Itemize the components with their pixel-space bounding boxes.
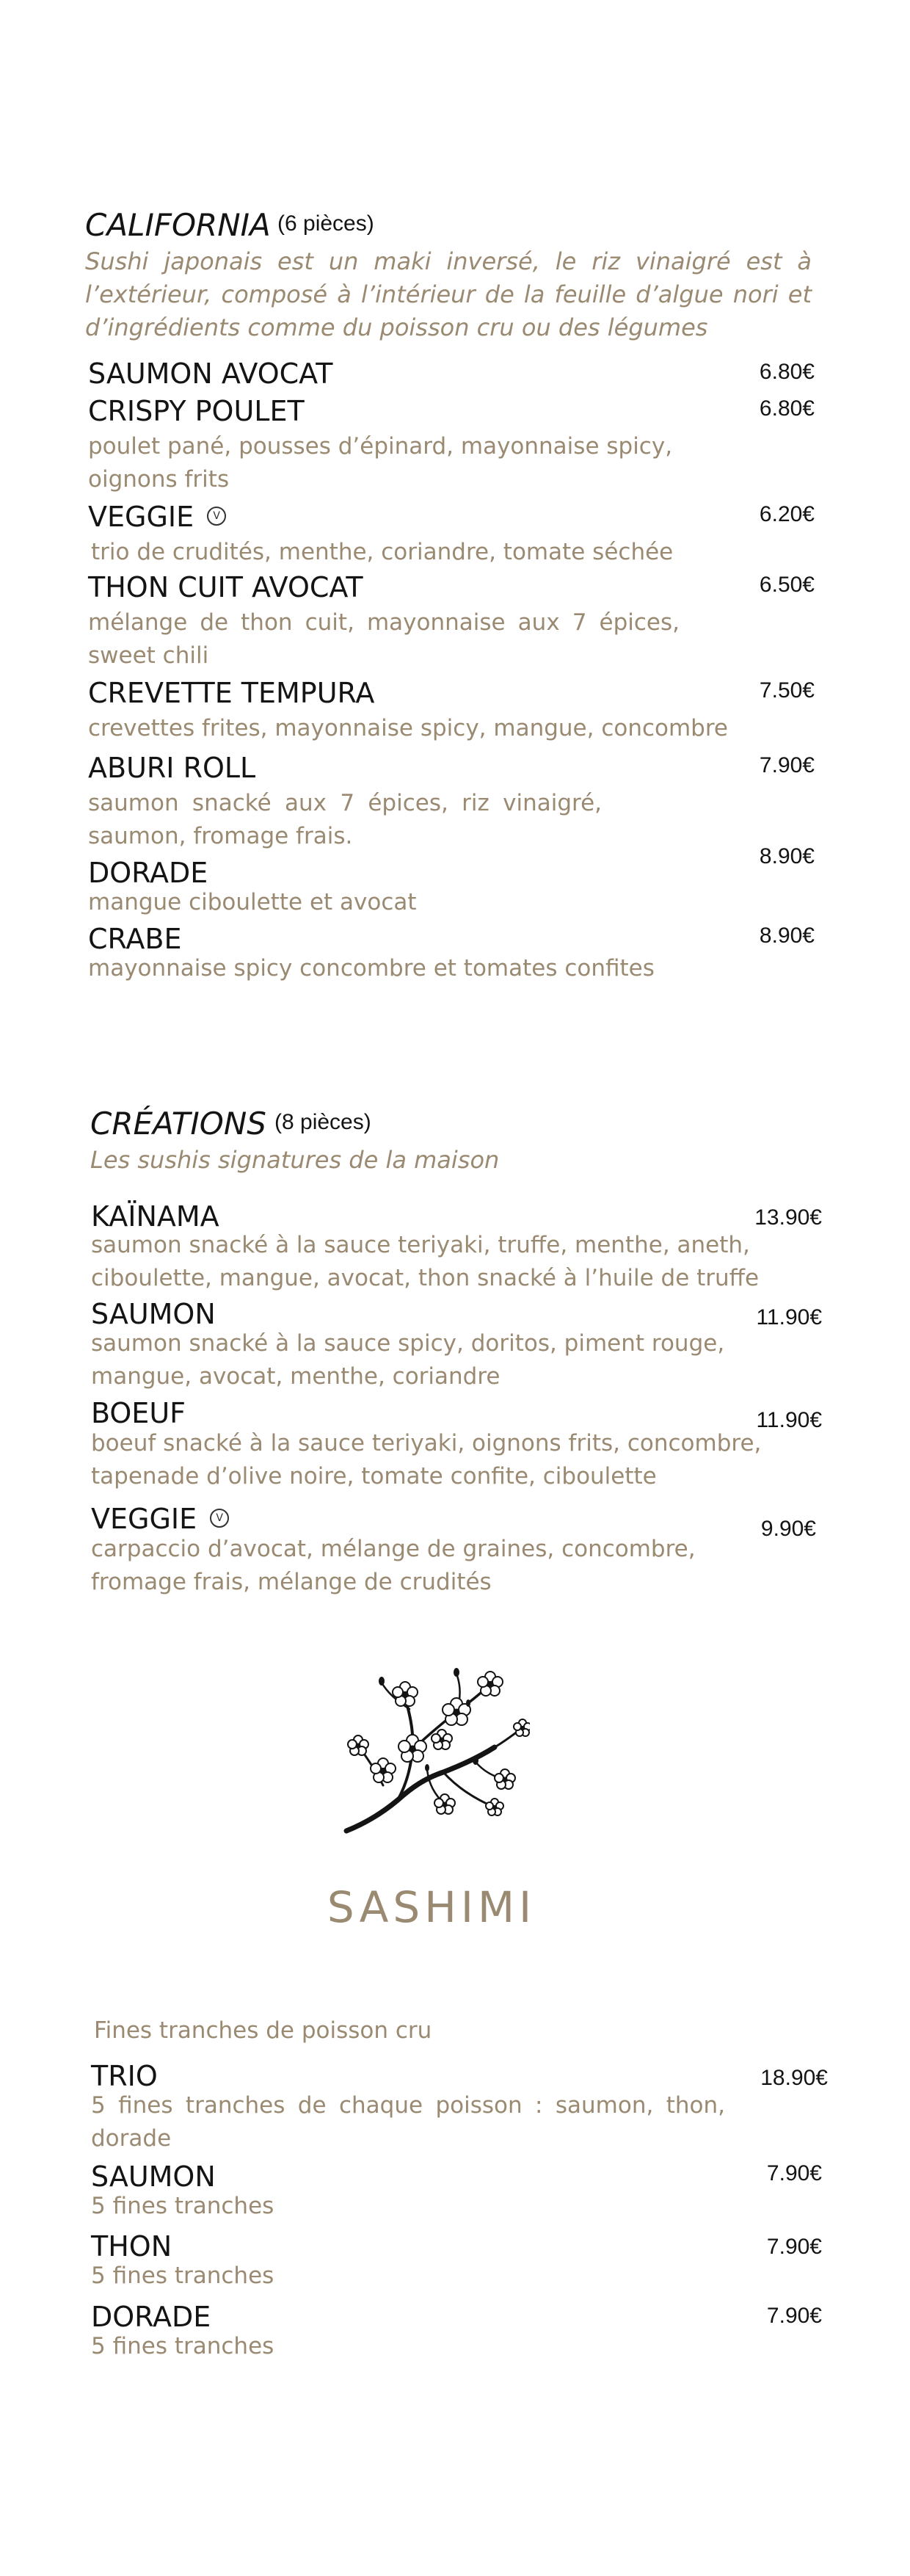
menu-item-description: trio de crudités, menthe, coriandre, tomate séchée <box>91 539 674 565</box>
menu-item-price: 7.50€ <box>759 678 815 703</box>
menu-item-price: 11.90€ <box>756 1408 822 1432</box>
menu-item-name <box>88 500 226 534</box>
menu-item-description: mayonnaise spicy concombre et tomates confites <box>88 955 655 982</box>
menu-item-description: mangue ciboulette et avocat <box>88 889 417 915</box>
vegetarian-badge-icon: V <box>207 507 226 526</box>
menu-item-description: boeuf snacké à la sauce teriyaki, oignons frits, concombre, tapenade d’olive noire, tomate confite, ciboulette <box>91 1430 762 1490</box>
menu-item-price: 8.90€ <box>759 924 815 948</box>
menu-item-price: 7.90€ <box>766 2304 822 2328</box>
menu-item-name: SAUMON AVOCAT <box>88 358 333 390</box>
menu-item-description: mélange de thon cuit, mayonnaise aux 7 épices, sweet chili <box>88 609 680 669</box>
cherry-blossom-branch-icon <box>339 1661 530 1837</box>
menu-item-name <box>91 1502 229 1536</box>
menu-item-price: 6.80€ <box>759 360 815 384</box>
menu-item-description: saumon snacké à la sauce teriyaki, truffe, menthe, aneth, ciboulette, mangue, avocat, thon snacké à l’huile de truffe <box>91 1232 760 1291</box>
menu-item-name: SAUMON <box>91 1298 216 1330</box>
menu-item-name: BOEUF <box>91 1397 186 1429</box>
vegetarian-badge-icon: V <box>210 1509 229 1528</box>
menu-item-price: 7.90€ <box>766 2161 822 2185</box>
section-description: Fines tranches de poisson cru <box>94 2017 432 2044</box>
menu-item-price: 13.90€ <box>754 1205 822 1230</box>
section-title: CRÉATIONS <box>90 1106 266 1142</box>
menu-item-description: 5 fines tranches de chaque poisson : saumon, thon, dorade <box>91 2092 725 2152</box>
menu-item-description: 5 fines tranches <box>91 2333 274 2359</box>
menu-item-price: 6.20€ <box>759 502 815 526</box>
menu-item-name: SAUMON <box>91 2160 216 2193</box>
section-description: Sushi japonais est un maki inversé, le riz vinaigré est à l’extérieur, composé à l’intérieur de la feuille d’algue nori et d’ingrédients comme du poisson cru ou des légumes <box>85 247 812 341</box>
section-title: CALIFORNIA <box>85 207 271 243</box>
menu-item-price: 9.90€ <box>760 1517 816 1541</box>
section-piece-count: (8 pièces) <box>274 1110 371 1134</box>
menu-item-name: TRIO <box>91 2060 158 2092</box>
menu-item-name: CREVETTE TEMPURA <box>88 677 375 709</box>
menu-item-name: THON CUIT AVOCAT <box>88 571 363 603</box>
menu-item-description: 5 fines tranches <box>91 2263 274 2289</box>
menu-item-name: DORADE <box>88 857 208 889</box>
menu-item-price: 11.90€ <box>756 1305 822 1329</box>
menu-item-name-text: VEGGIE <box>91 1503 197 1535</box>
menu-item-description: 5 fines tranches <box>91 2193 274 2219</box>
menu-item-price: 7.90€ <box>766 2235 822 2259</box>
menu-item-price: 18.90€ <box>760 2066 828 2090</box>
menu-item-description: crevettes frites, mayonnaise spicy, mangue, concombre <box>88 715 728 741</box>
menu-item-description: saumon snacké à la sauce spicy, doritos, piment rouge, mangue, avocat, menthe, coriandre <box>91 1330 725 1390</box>
menu-item-name: KAÏNAMA <box>91 1200 219 1233</box>
menu-item-name: DORADE <box>91 2301 211 2333</box>
menu-item-name: CRABE <box>88 923 182 955</box>
menu-item-price: 6.50€ <box>759 573 815 597</box>
menu-item-description: saumon snacké aux 7 épices, riz vinaigré, saumon, fromage frais. <box>88 790 602 849</box>
menu-item-price: 6.80€ <box>759 396 815 421</box>
menu-item-name: CRISPY POULET <box>88 395 305 427</box>
menu-item-name: THON <box>91 2230 172 2263</box>
menu-item-description: poulet pané, pousses d’épinard, mayonnaise spicy, oignons frits <box>88 433 673 493</box>
menu-item-name: ABURI ROLL <box>88 752 256 784</box>
menu-item-price: 7.90€ <box>759 753 815 777</box>
section-title: SASHIMI <box>327 1882 536 1932</box>
menu-item-price: 8.90€ <box>759 844 815 868</box>
menu-item-description: carpaccio d’avocat, mélange de graines, concombre, fromage frais, mélange de crudités <box>91 1536 696 1595</box>
menu-item-name-text: VEGGIE <box>88 501 194 533</box>
section-piece-count: (6 pièces) <box>277 211 374 236</box>
section-description: Les sushis signatures de la maison <box>90 1146 500 1174</box>
